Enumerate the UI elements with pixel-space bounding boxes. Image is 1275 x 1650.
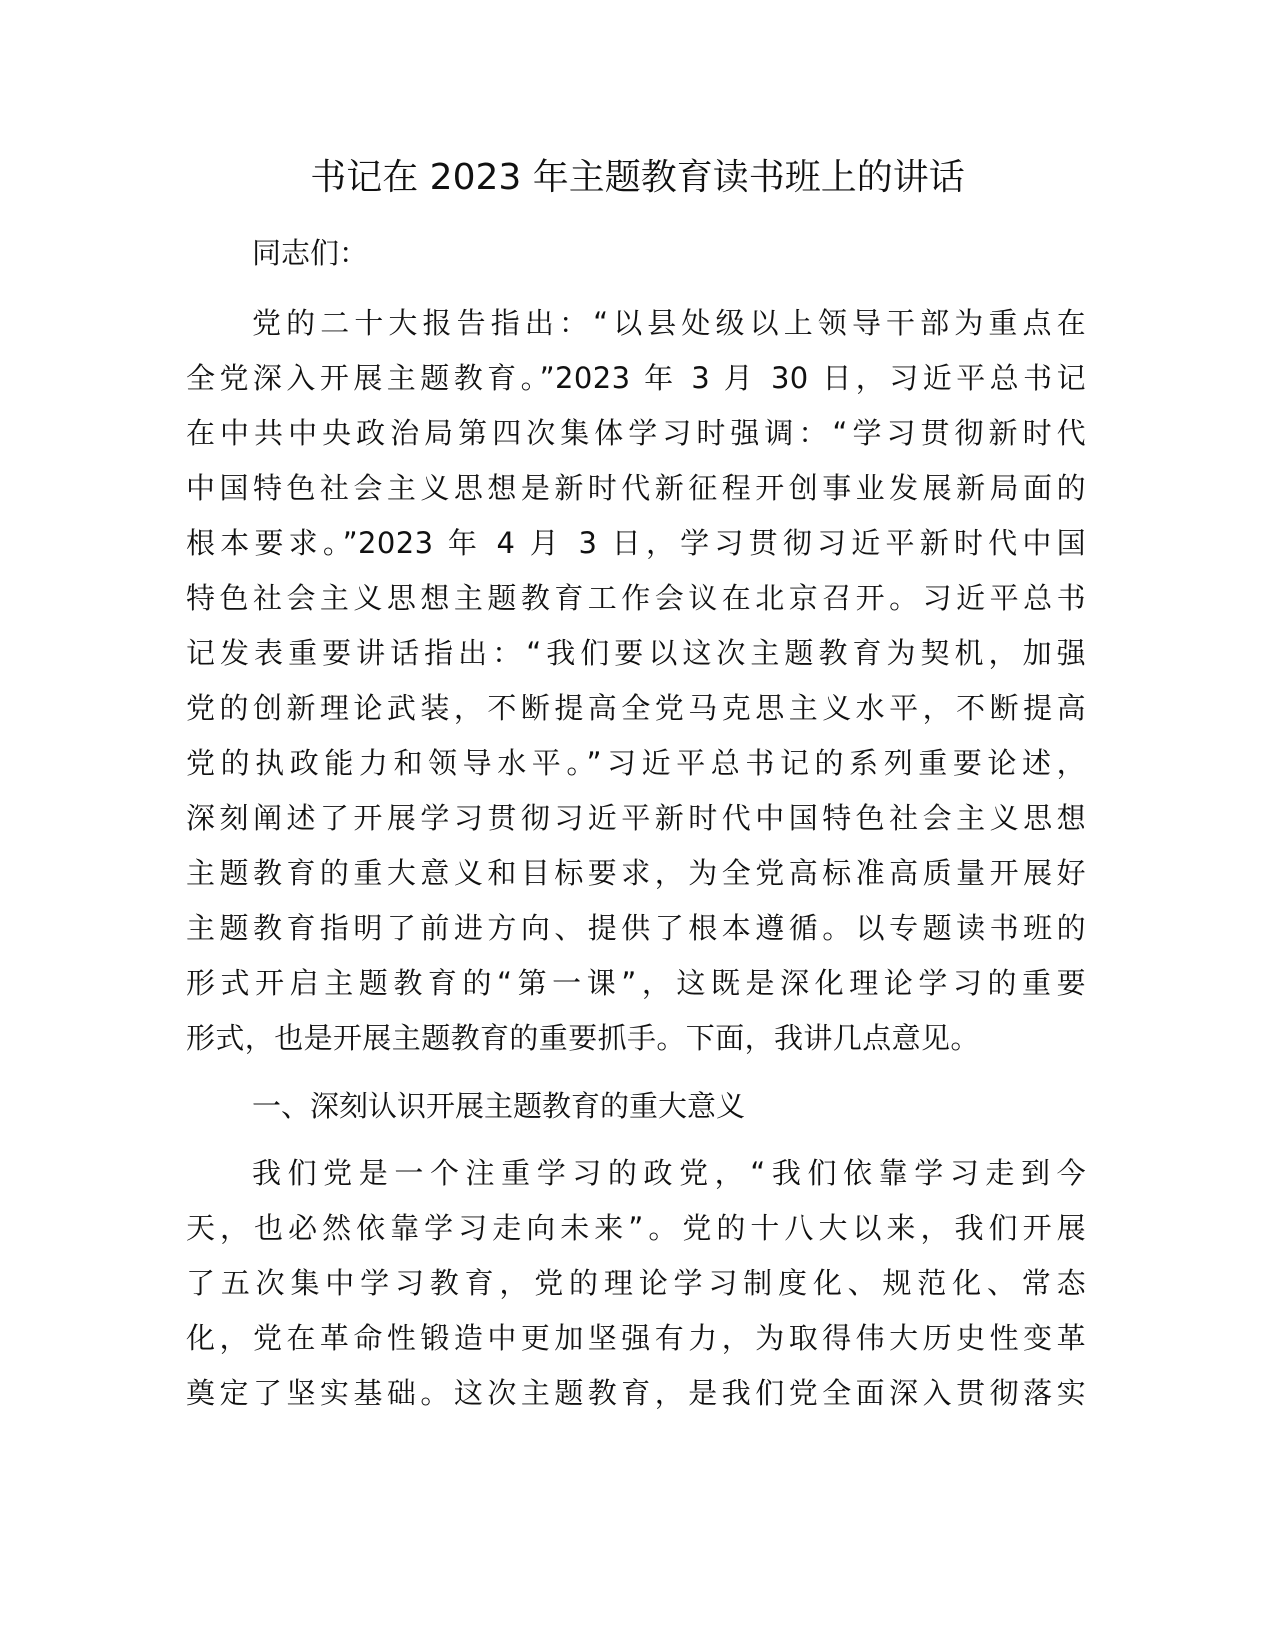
paragraph-line: 党的二十大报告指出：“以县处级以上领导干部为重点在	[252, 306, 1086, 340]
paragraph-line: 在中共中央政治局第四次集体学习时强调：“学习贯彻新时代	[186, 416, 1086, 450]
paragraph-line: 深刻阐述了开展学习贯彻习近平新时代中国特色社会主义思想	[186, 801, 1086, 835]
paragraph-line: 党的创新理论武装，不断提高全党马克思主义水平，不断提高	[186, 691, 1086, 725]
salutation: 同志们：	[252, 236, 369, 270]
paragraph-line: 中国特色社会主义思想是新时代新征程开创事业发展新局面的	[186, 471, 1086, 505]
paragraph-line: 奠定了坚实基础。这次主题教育，是我们党全面深入贯彻落实	[186, 1376, 1086, 1410]
paragraph-line: 形式，也是开展主题教育的重要抓手。下面，我讲几点意见。	[186, 1021, 980, 1055]
paragraph-line: 主题教育指明了前进方向、提供了根本遵循。以专题读书班的	[186, 911, 1086, 945]
paragraph-line: 我们党是一个注重学习的政党，“我们依靠学习走到今	[252, 1156, 1086, 1190]
paragraph-line: 化，党在革命性锻造中更加坚强有力，为取得伟大历史性变革	[186, 1321, 1086, 1355]
paragraph-line: 特色社会主义思想主题教育工作会议在北京召开。习近平总书	[186, 581, 1086, 615]
paragraph-1	[186, 296, 1086, 1066]
section-heading: 一、深刻认识开展主题教育的重大意义	[252, 1089, 746, 1123]
paragraph-line: 记发表重要讲话指出：“我们要以这次主题教育为契机，加强	[186, 636, 1086, 670]
paragraph-line: 天，也必然依靠学习走向未来”。党的十八大以来，我们开展	[186, 1211, 1086, 1245]
paragraph-line: 主题教育的重大意义和目标要求，为全党高标准高质量开展好	[186, 856, 1086, 890]
paragraph-2	[186, 1146, 1086, 1421]
paragraph-line: 根本要求。”2023 年 4 月 3 日，学习贯彻习近平新时代中国	[186, 526, 1086, 560]
paragraph-line: 了五次集中学习教育，党的理论学习制度化、规范化、常态	[186, 1266, 1086, 1300]
paragraph-line: 党的执政能力和领导水平。”习近平总书记的系列重要论述，	[186, 746, 1086, 780]
paragraph-line: 形式开启主题教育的“第一课”，这既是深化理论学习的重要	[186, 966, 1086, 1000]
paragraph-gap	[186, 1137, 1086, 1146]
paragraph-line: 全党深入开展主题教育。”2023 年 3 月 30 日，习近平总书记	[186, 361, 1086, 395]
document-body	[186, 296, 1086, 1421]
document-title: 书记在 2023 年主题教育读书班上的讲话	[310, 157, 965, 198]
paragraph-gap	[186, 1066, 1086, 1075]
